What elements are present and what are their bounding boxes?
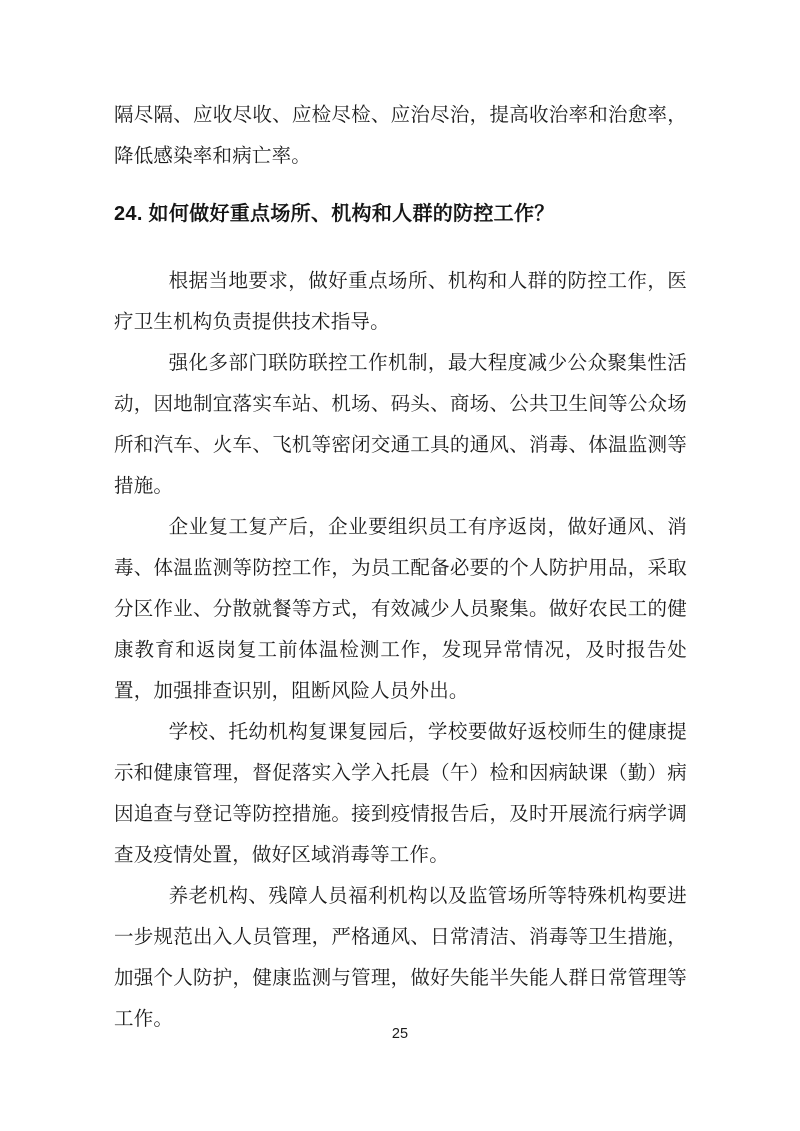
paragraph-public-places: 强化多部门联防联控工作机制，最大程度减少公众聚集性活动，因地制宜落实车站、机场、码头、商场、公共卫生间等公众场所和汽车、火车、飞机等密闭交通工具的通风、消毒、体温监测等措施。: [114, 353, 687, 497]
paragraph-schools-childcare: 学校、托幼机构复课复园后，学校要做好返校师生的健康提示和健康管理，督促落实入学入托晨（午）检和因病缺课（勤）病因追查与登记等防控措施。接到疫情报告后，及时开展流行病学调查及疫情处置，做好区域消毒等工作。: [114, 722, 687, 866]
paragraph-continued-from-previous-page: 隔尽隔、应收尽收、应检尽检、应治尽治，提高收治率和治愈率，降低感染率和病亡率。: [114, 105, 687, 167]
paragraph-general-requirements: 根据当地要求，做好重点场所、机构和人群的防控工作，医疗卫生机构负责提供技术指导。: [114, 271, 687, 333]
section-heading-question-24: 24. 如何做好重点场所、机构和人群的防控工作？: [114, 203, 555, 225]
page-number: 25: [391, 1026, 409, 1042]
paragraph-special-institutions: 养老机构、残障人员福利机构以及监管场所等特殊机构要进一步规范出入人员管理，严格通风、日常清洁、消毒等卫生措施，加强个人防护，健康监测与管理，做好失能半失能人群日常管理等工作。: [114, 886, 687, 1030]
paragraph-enterprises-return-to-work: 企业复工复产后，企业要组织员工有序返岗，做好通风、消毒、体温监测等防控工作，为员工配备必要的个人防护用品，采取分区作业、分散就餐等方式，有效减少人员聚集。做好农民工的健康教育和返岗复工前体温检测工作，发现异常情况，及时报告处置，加强排查识别，阻断风险人员外出。: [114, 517, 687, 702]
page-content: [114, 95, 687, 1040]
